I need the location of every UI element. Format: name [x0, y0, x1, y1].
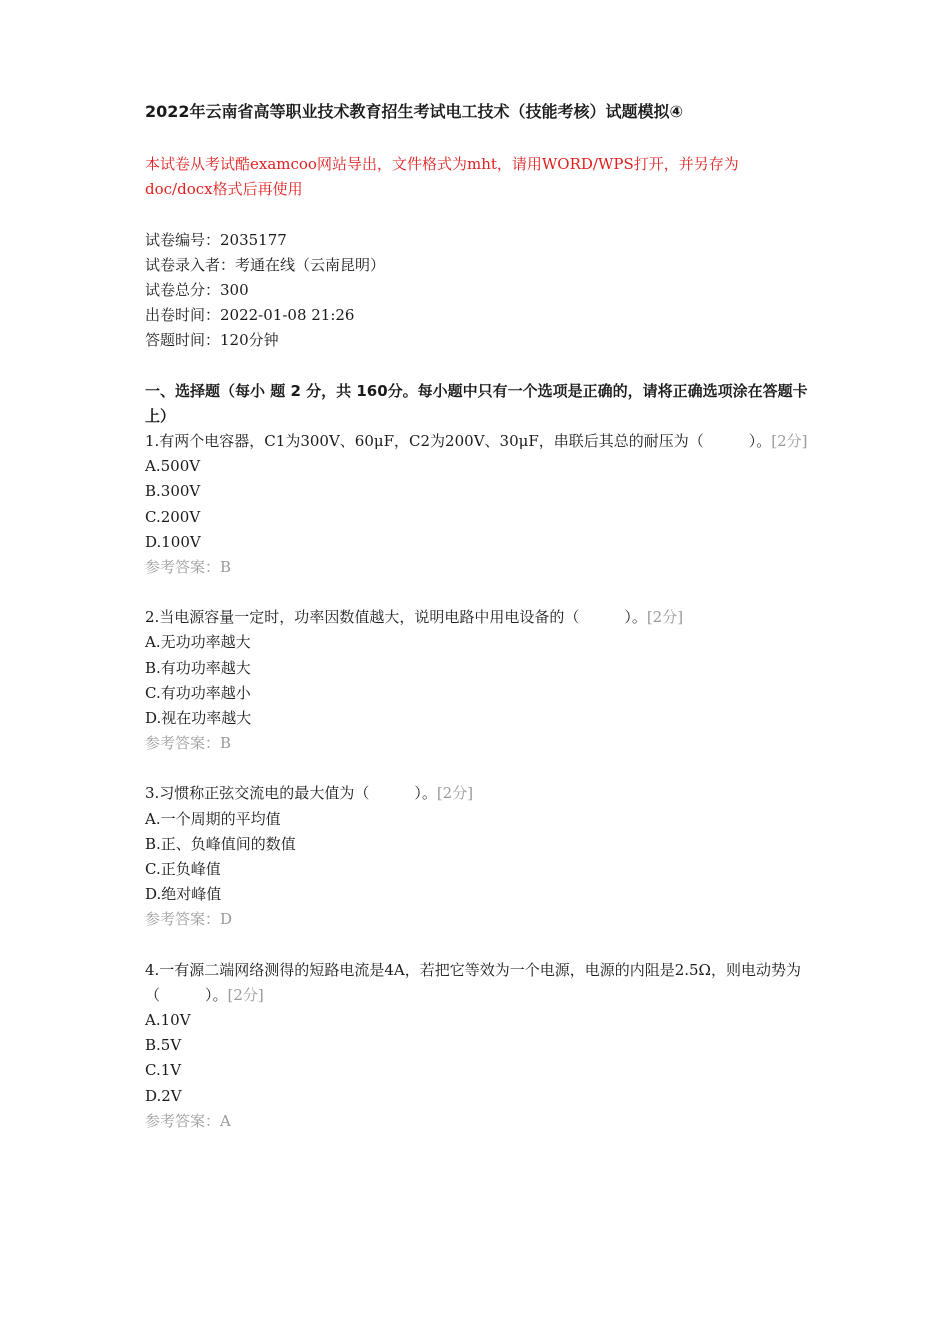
question-score: [2分]	[436, 784, 474, 803]
question-stem	[145, 605, 815, 630]
option-b: B.有功功率越大	[145, 658, 251, 677]
question-text: 3.习惯称正弦交流电的最大值为（ ）。	[145, 784, 437, 803]
option-d: D.视在功率越大	[145, 709, 252, 728]
option-a: A.10V	[145, 1011, 191, 1030]
option-c: C.正负峰值	[145, 860, 221, 879]
exam-meta	[145, 228, 385, 353]
question-4	[145, 958, 815, 1134]
option-a: A.无功功率越大	[145, 633, 251, 652]
meta-created-time: 出卷时间：2022-01-08 21:26	[145, 306, 355, 324]
question-3	[145, 781, 815, 932]
question-score: [2分]	[646, 608, 684, 627]
question-2	[145, 605, 815, 756]
export-notice: 本试卷从考试酷examcoo网站导出，文件格式为mht，请用WORD/WPS打开，并另存为doc/docx格式后再使用	[145, 155, 739, 198]
option-list	[145, 807, 815, 908]
question-stem	[145, 958, 815, 1008]
meta-author: 试卷录入者：考通在线（云南昆明）	[145, 256, 386, 274]
question-stem	[145, 429, 815, 454]
reference-answer: 参考答案：A	[145, 1111, 231, 1130]
meta-exam-id: 试卷编号：2035177	[145, 231, 287, 249]
document-title: 2022年云南省高等职业技术教育招生考试电工技术（技能考核）试题模拟④	[145, 102, 684, 121]
question-1	[145, 429, 815, 580]
option-c: C.有功功率越小	[145, 683, 251, 702]
question-score: [2分]	[771, 432, 808, 450]
question-text: 4.一有源二端网络测得的短路电流是4A，若把它等效为一个电源，电源的内阻是2.5Ω，则电动势为（ ）。	[145, 960, 801, 1004]
reference-answer: 参考答案：B	[145, 558, 232, 577]
option-list	[145, 454, 815, 555]
question-score: [2分]	[227, 985, 264, 1004]
meta-duration: 答题时间：120分钟	[145, 331, 279, 349]
question-list	[145, 429, 815, 1159]
section-heading: 一、选择题（每小 题 2 分，共 160分。每小题中只有一个选项是正确的，请将正确选项涂在答题卡上）	[145, 382, 808, 425]
question-text: 2.当电源容量一定时，功率因数值越大，说明电路中用电设备的（ ）。	[145, 608, 647, 627]
meta-total-score: 试卷总分：300	[145, 281, 249, 299]
option-a: A.500V	[145, 457, 201, 476]
option-b: B.正、负峰值间的数值	[145, 834, 296, 853]
option-c: C.1V	[145, 1061, 182, 1080]
question-stem	[145, 781, 815, 806]
option-list	[145, 630, 815, 731]
option-a: A.一个周期的平均值	[145, 809, 281, 828]
question-text: 1.有两个电容器，C1为300V、60μF，C2为200V、30μF，串联后其总的耐压为（ ）。	[145, 432, 772, 450]
option-d: D.2V	[145, 1086, 182, 1105]
reference-answer: 参考答案：B	[145, 734, 232, 753]
option-b: B.5V	[145, 1036, 182, 1055]
option-b: B.300V	[145, 482, 201, 501]
option-c: C.200V	[145, 507, 201, 526]
option-d: D.绝对峰值	[145, 885, 222, 904]
option-list	[145, 1008, 815, 1109]
reference-answer: 参考答案：D	[145, 910, 233, 929]
option-d: D.100V	[145, 532, 201, 551]
